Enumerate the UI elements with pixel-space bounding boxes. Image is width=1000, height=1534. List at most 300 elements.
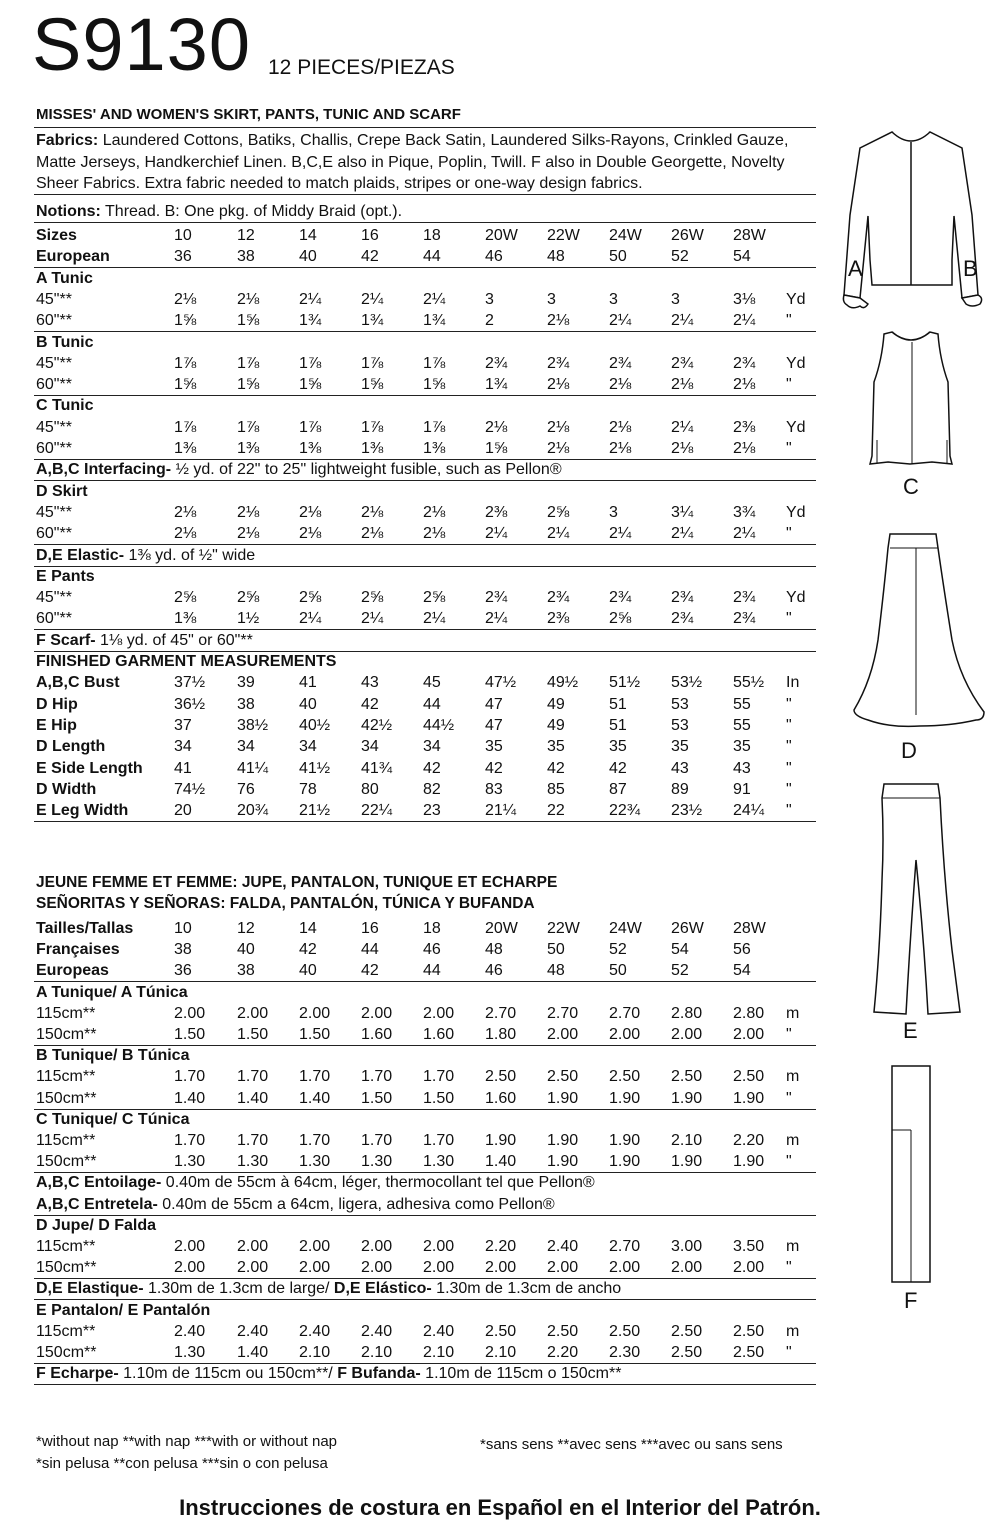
table-cell: 2.50 [733, 1344, 765, 1361]
table-cell: 44 [423, 962, 441, 980]
french-title: JEUNE FEMME ET FEMME: JUPE, PANTALON, TUNIQUE ET ECHARPE [36, 874, 558, 891]
table-cell: 1.90 [671, 1153, 703, 1171]
table-cell: 34 [174, 738, 192, 756]
row-label [36, 630, 253, 651]
table-cell: 34 [361, 738, 379, 756]
table-cell: 2⅝ [237, 589, 260, 607]
table-cell: 49½ [547, 674, 579, 692]
table-cell: 1.50 [299, 1026, 331, 1043]
row-label-text: Europeas [36, 962, 109, 980]
table-cell: 20¾ [237, 802, 269, 820]
row-label-text: A,B,C Interfacing- [36, 461, 172, 479]
table-row [34, 1066, 816, 1087]
row-label-text: F Echarpe- [36, 1365, 119, 1383]
table-cell: 35 [733, 738, 751, 756]
table-cell: 40 [299, 248, 317, 266]
table-cell: 23 [423, 802, 441, 820]
row-note: ½ yd. of 22" to 25" lightweight fusible, such as Pellon® [171, 461, 562, 479]
table-cell: 51 [609, 716, 627, 734]
table-cell: 49 [547, 716, 565, 734]
row-note: 1.10m de 115cm o 150cm** [420, 1365, 622, 1383]
table-row [34, 395, 816, 416]
row-label-text: E Pants [36, 567, 95, 585]
table-cell: 40 [299, 962, 317, 980]
table-cell: 2⅛ [609, 418, 632, 436]
table-cell: 18 [423, 227, 441, 244]
table-cell: 1.50 [174, 1026, 206, 1043]
table-cell: 1.70 [174, 1132, 206, 1149]
table-cell: 2.00 [733, 1259, 765, 1277]
table-row [34, 982, 816, 1003]
table-cell: 2⅛ [423, 525, 446, 543]
table-cell: 26W [671, 920, 704, 937]
table-cell: 44 [423, 248, 441, 266]
table-cell: 2.00 [361, 1004, 393, 1022]
table-row [34, 1215, 816, 1236]
unit-cell: Yd [786, 503, 806, 521]
table-cell: 2.10 [423, 1344, 455, 1361]
table-cell: 12 [237, 920, 255, 937]
row-label [36, 481, 88, 502]
table-cell: 50 [609, 248, 627, 266]
table-row [34, 651, 816, 672]
table-row [34, 779, 816, 800]
row-label-text: D Jupe/ D Falda [36, 1216, 157, 1234]
table-row [34, 1172, 816, 1193]
table-row [34, 1003, 816, 1024]
row-label-text: 45"** [36, 589, 72, 607]
table-row [34, 310, 816, 332]
table-cell: 3⅛ [733, 290, 756, 308]
table-cell: 1.50 [361, 1089, 393, 1107]
table-cell: 20W [485, 227, 518, 244]
unit-cell: Yd [786, 290, 806, 308]
table-cell: 50 [547, 941, 565, 959]
table-cell: 87 [609, 780, 627, 798]
table-cell: 83 [485, 780, 503, 798]
row-label [36, 1151, 96, 1172]
table-cell: 47 [485, 716, 503, 734]
table-cell: 2.50 [733, 1068, 765, 1086]
table-cell: 2⅛ [361, 503, 384, 521]
table-cell: 34 [237, 738, 255, 756]
row-label-text: 150cm** [36, 1344, 97, 1361]
table-cell: 38½ [237, 716, 269, 734]
row-label [36, 1130, 95, 1151]
table-cell: 2.00 [299, 1238, 331, 1255]
row-label [36, 1342, 96, 1363]
table-cell: 22¼ [361, 802, 393, 820]
footnote-english: *without nap **with nap ***with or without nap [36, 1433, 338, 1450]
row-note: 1.10m de 115cm ou 150cm**/ [118, 1365, 338, 1383]
table-cell: 2⅝ [423, 589, 446, 607]
table-cell: 2.00 [237, 1004, 269, 1022]
row-label [36, 523, 72, 544]
table-row [34, 225, 816, 246]
table-cell: 44 [423, 695, 441, 713]
table-cell: 1¾ [361, 312, 384, 330]
table-cell: 2⅜ [733, 418, 756, 436]
row-label [36, 758, 143, 779]
table-cell: 3¾ [733, 503, 756, 521]
row-label [36, 608, 72, 629]
table-cell: 1.70 [174, 1068, 206, 1086]
table-cell: 2.50 [671, 1068, 703, 1086]
table-row [34, 1194, 816, 1216]
table-cell: 1.90 [547, 1089, 579, 1107]
table-cell: 41 [299, 674, 317, 692]
table-cell: 76 [237, 780, 255, 798]
table-cell: 46 [485, 248, 503, 266]
row-label-text: D Hip [36, 695, 78, 713]
table-row [34, 672, 816, 693]
unit-cell: Yd [786, 589, 806, 607]
row-note: 1.30m de 1.3cm de large/ [143, 1280, 334, 1298]
table-cell: 36 [174, 248, 192, 266]
row-label [36, 268, 93, 289]
table-cell: 50 [609, 962, 627, 980]
table-cell: 2¼ [299, 610, 322, 628]
table-cell: 1.90 [733, 1153, 765, 1171]
table-cell: 1.70 [237, 1068, 269, 1086]
table-cell: 2¼ [485, 610, 508, 628]
table-cell: 2⅛ [237, 290, 260, 308]
table-cell: 2.10 [671, 1132, 703, 1149]
table-cell: 39 [237, 674, 255, 692]
table-cell: 1⅞ [361, 418, 384, 436]
table-cell: 2.10 [299, 1344, 331, 1361]
table-cell: 48 [547, 962, 565, 980]
table-cell: 18 [423, 920, 441, 937]
table-cell: 42 [361, 695, 379, 713]
table-row [34, 1045, 816, 1066]
table-cell: 2.00 [237, 1238, 269, 1255]
row-label-text: D,E Elastique- [36, 1280, 144, 1298]
table-row [34, 545, 816, 567]
row-label-text: D,E Elastic- [36, 546, 125, 564]
table-cell: 55 [733, 695, 751, 713]
table-cell: 85 [547, 780, 565, 798]
tunic-ab-illustration [843, 132, 981, 308]
row-label [36, 1109, 189, 1130]
table-cell: 2⅛ [299, 525, 322, 543]
table-cell: 2.70 [485, 1004, 517, 1022]
row-label-text: F Scarf- [36, 631, 96, 649]
table-cell: 2⅛ [423, 503, 446, 521]
table-cell: 1.70 [299, 1132, 331, 1149]
table-cell: 1⅞ [174, 418, 197, 436]
table-cell: 2¾ [609, 354, 632, 372]
table-cell: 10 [174, 227, 192, 244]
footnote-spanish: *sin pelusa **con pelusa ***sin o con pelusa [36, 1455, 328, 1472]
table-cell: 2.00 [671, 1026, 703, 1043]
row-label-text: C Tunic [36, 397, 94, 415]
fabrics-line-1: Laundered Cottons, Batiks, Challis, Crepe Back Satin, Laundered Silks-Rayons, Crinkled Gauze, [98, 132, 789, 149]
table-row [34, 630, 816, 652]
table-cell: 1⅝ [485, 440, 508, 457]
table-cell: 1.90 [671, 1089, 703, 1107]
row-label-text: A,B,C Bust [36, 674, 120, 692]
table-cell: 2.40 [299, 1322, 331, 1340]
table-cell: 46 [423, 941, 441, 959]
table-cell: 21½ [299, 802, 331, 820]
row-label [36, 1003, 95, 1024]
table-cell: 1.40 [299, 1089, 331, 1107]
table-row [34, 417, 816, 438]
row-note: 0.40m de 55cm a 64cm, ligera, adhesiva como Pellon® [157, 1195, 555, 1213]
table-cell: 55 [733, 716, 751, 734]
unit-cell: " [786, 1089, 792, 1107]
table-cell: 2.80 [733, 1004, 765, 1022]
table-cell: 2⅛ [237, 503, 260, 521]
table-cell: 56 [733, 941, 751, 959]
table-cell: 2.20 [733, 1132, 765, 1149]
row-label [36, 246, 110, 267]
table-cell: 53½ [671, 674, 703, 692]
table-cell: 47 [485, 695, 503, 713]
table-cell: 42 [361, 248, 379, 266]
table-cell: 24W [609, 227, 642, 244]
table-cell: 2¼ [423, 610, 446, 628]
table-cell: 2¼ [609, 312, 632, 330]
table-cell: 26W [671, 227, 704, 244]
table-cell: 2⅛ [361, 525, 384, 543]
table-cell: 2¾ [671, 354, 694, 372]
table-cell: 2¼ [547, 525, 570, 543]
unit-cell: " [786, 802, 792, 820]
table-cell: 2⅜ [547, 610, 570, 628]
row-label [36, 1066, 95, 1087]
table-cell: 2¼ [671, 525, 694, 543]
table-cell: 45 [423, 674, 441, 692]
pattern-title: MISSES' AND WOMEN'S SKIRT, PANTS, TUNIC AND SCARF [36, 106, 461, 123]
row-label [36, 672, 120, 693]
table-cell: 2⅛ [609, 440, 632, 457]
table-cell: 2¼ [423, 290, 446, 308]
table-cell: 2.50 [485, 1068, 517, 1086]
row-label [36, 715, 77, 736]
table-cell: 2.00 [671, 1259, 703, 1277]
table-cell: 2⅛ [174, 503, 197, 521]
table-cell: 28W [733, 227, 766, 244]
row-label-text: E Leg Width [36, 802, 129, 820]
row-label-text: 45"** [36, 290, 72, 308]
row-note: 1⅛ yd. of 45" or 60"** [95, 631, 253, 649]
table-row [34, 289, 816, 310]
row-label [36, 310, 72, 331]
table-cell: 44 [361, 941, 379, 959]
row-label-text: 60"** [36, 525, 72, 543]
table-row [34, 939, 816, 960]
table-cell: 2.00 [733, 1026, 765, 1043]
table-cell: 16 [361, 227, 379, 244]
table-cell: 2¼ [671, 312, 694, 330]
table-cell: 38 [237, 962, 255, 980]
table-row [34, 918, 816, 939]
table-cell: 2.00 [299, 1004, 331, 1022]
row-label [36, 1194, 555, 1215]
table-cell: 2.50 [547, 1068, 579, 1086]
row-label [36, 587, 72, 608]
table-cell: 1⅜ [423, 440, 446, 457]
unit-cell: Yd [786, 418, 806, 436]
table-cell: 1.50 [237, 1026, 269, 1043]
table-cell: 42 [609, 759, 627, 777]
table-cell: 55½ [733, 674, 765, 692]
table-cell: 52 [671, 962, 689, 980]
row-label [36, 694, 78, 715]
unit-cell: m [786, 1068, 800, 1086]
table-cell: 2⅛ [733, 376, 756, 394]
table-cell: 2.70 [609, 1004, 641, 1022]
row-label-text: E Side Length [36, 759, 143, 777]
table-cell: 36 [174, 962, 192, 980]
table-row [34, 481, 816, 502]
table-cell: 2.50 [671, 1344, 703, 1361]
table-cell: 43 [671, 759, 689, 777]
table-cell: 35 [485, 738, 503, 756]
table-cell: 2.00 [237, 1259, 269, 1277]
table-cell: 2¼ [671, 418, 694, 436]
figure-label-a: A [848, 256, 863, 281]
table-cell: 1¾ [299, 312, 322, 330]
table-cell: 42 [485, 759, 503, 777]
table-row [34, 608, 816, 630]
table-cell: 2.50 [671, 1322, 703, 1340]
table-cell: 1⅞ [423, 418, 446, 436]
table-cell: 2.10 [485, 1344, 517, 1361]
table-cell: 82 [423, 780, 441, 798]
table-cell: 40 [237, 941, 255, 959]
table-cell: 40 [299, 695, 317, 713]
table-cell: 2⅛ [174, 290, 197, 308]
row-label-text: FINISHED GARMENT MEASUREMENTS [36, 653, 337, 670]
table-cell: 2¼ [361, 610, 384, 628]
table-cell: 2¾ [547, 354, 570, 372]
table-cell: 2¼ [299, 290, 322, 308]
row-label-text: 150cm** [36, 1259, 97, 1277]
table-cell: 2.00 [361, 1259, 393, 1277]
table-row [34, 1257, 816, 1279]
unit-cell: " [786, 695, 792, 713]
table-cell: 1¾ [485, 376, 508, 394]
row-label-text: 150cm** [36, 1026, 97, 1043]
table-cell: 24W [609, 920, 642, 937]
table-cell: 2⅝ [361, 589, 384, 607]
table-cell: 2.40 [423, 1322, 455, 1340]
table-cell: 2⅛ [671, 376, 694, 394]
table-row [34, 1151, 816, 1173]
table-cell: 28W [733, 920, 766, 937]
table-cell: 2¾ [671, 610, 694, 628]
table-row [34, 1300, 816, 1321]
table-row [34, 246, 816, 268]
table-cell: 1.90 [547, 1153, 579, 1171]
fabrics-line-2: Matte Jerseys, Handkerchief Linen. B,C,E also in Pique, Poplin, Twill. F also in Double Georgette, Novelty [36, 154, 785, 171]
unit-cell: " [786, 376, 792, 394]
table-cell: 1.90 [485, 1132, 517, 1149]
table-cell: 16 [361, 920, 379, 937]
table-cell: 2.00 [547, 1259, 579, 1277]
figure-label-e: E [903, 1018, 918, 1043]
table-row [34, 1130, 816, 1151]
table-cell: 1⅞ [299, 418, 322, 436]
row-label [36, 353, 72, 374]
unit-cell: " [786, 738, 792, 756]
table-cell: 1.30 [423, 1153, 455, 1171]
table-cell: 1⅜ [361, 440, 384, 457]
table-cell: 2⅛ [547, 312, 570, 330]
table-row [34, 523, 816, 545]
table-cell: 2.00 [174, 1004, 206, 1022]
unit-cell: " [786, 780, 792, 798]
row-label [36, 982, 188, 1003]
table-cell: 74½ [174, 780, 206, 798]
row-label-text: 60"** [36, 376, 72, 394]
row-label [36, 417, 72, 438]
tunic-c-illustration [870, 332, 952, 464]
table-cell: 3 [671, 290, 680, 308]
table-row [34, 1278, 816, 1300]
table-cell: 52 [671, 248, 689, 266]
table-cell: 34 [299, 738, 317, 756]
spanish-instructions-note: Instrucciones de costura en Español en el Interior del Patrón. [179, 1495, 821, 1520]
table-cell: 42 [423, 759, 441, 777]
table-cell: 3.50 [733, 1238, 765, 1255]
table-cell: 22W [547, 227, 580, 244]
row-label [36, 960, 109, 981]
table-cell: 2.00 [423, 1238, 455, 1255]
table-cell: 41¾ [361, 759, 393, 777]
row-label-text: B Tunique/ B Túnica [36, 1047, 190, 1065]
notions-row [34, 201, 816, 223]
table-cell: 1.90 [609, 1132, 641, 1149]
row-label-text: E Pantalon/ E Pantalón [36, 1301, 211, 1319]
unit-cell: m [786, 1322, 800, 1340]
row-label [36, 332, 93, 353]
table-cell: 1.70 [299, 1068, 331, 1086]
figure-label-f: F [904, 1288, 918, 1313]
row-note: 1⅜ yd. of ½" wide [124, 546, 256, 564]
table-cell: 22¾ [609, 802, 641, 820]
table-cell: 42 [299, 941, 317, 959]
table-cell: 38 [174, 941, 192, 959]
table-cell: 2⅝ [609, 610, 632, 628]
row-label-text: 115cm** [36, 1068, 96, 1086]
table-cell: 2.50 [485, 1322, 517, 1340]
unit-cell: " [786, 1344, 792, 1361]
table-cell: 36½ [174, 695, 206, 713]
row-label [36, 736, 105, 757]
table-cell: 2¼ [609, 525, 632, 543]
row-note: 1.30m de 1.3cm de ancho [431, 1280, 622, 1298]
unit-cell: m [786, 1238, 800, 1255]
pattern-number: S9130 [32, 3, 251, 86]
skirt-d-illustration [854, 534, 984, 726]
table-cell: 2.20 [547, 1344, 579, 1361]
table-cell: 2.80 [671, 1004, 703, 1022]
row-label-text: 45"** [36, 354, 72, 372]
table-cell: 1⅝ [237, 312, 260, 330]
table-cell: 2¾ [547, 589, 570, 607]
table-cell: 3¼ [671, 503, 694, 521]
row-label [36, 1236, 95, 1257]
unit-cell: " [786, 1153, 792, 1171]
table-cell: 24¼ [733, 802, 765, 820]
table-cell: 1.30 [174, 1344, 206, 1361]
table-row [34, 694, 816, 715]
table-cell: 1⅝ [174, 376, 197, 394]
